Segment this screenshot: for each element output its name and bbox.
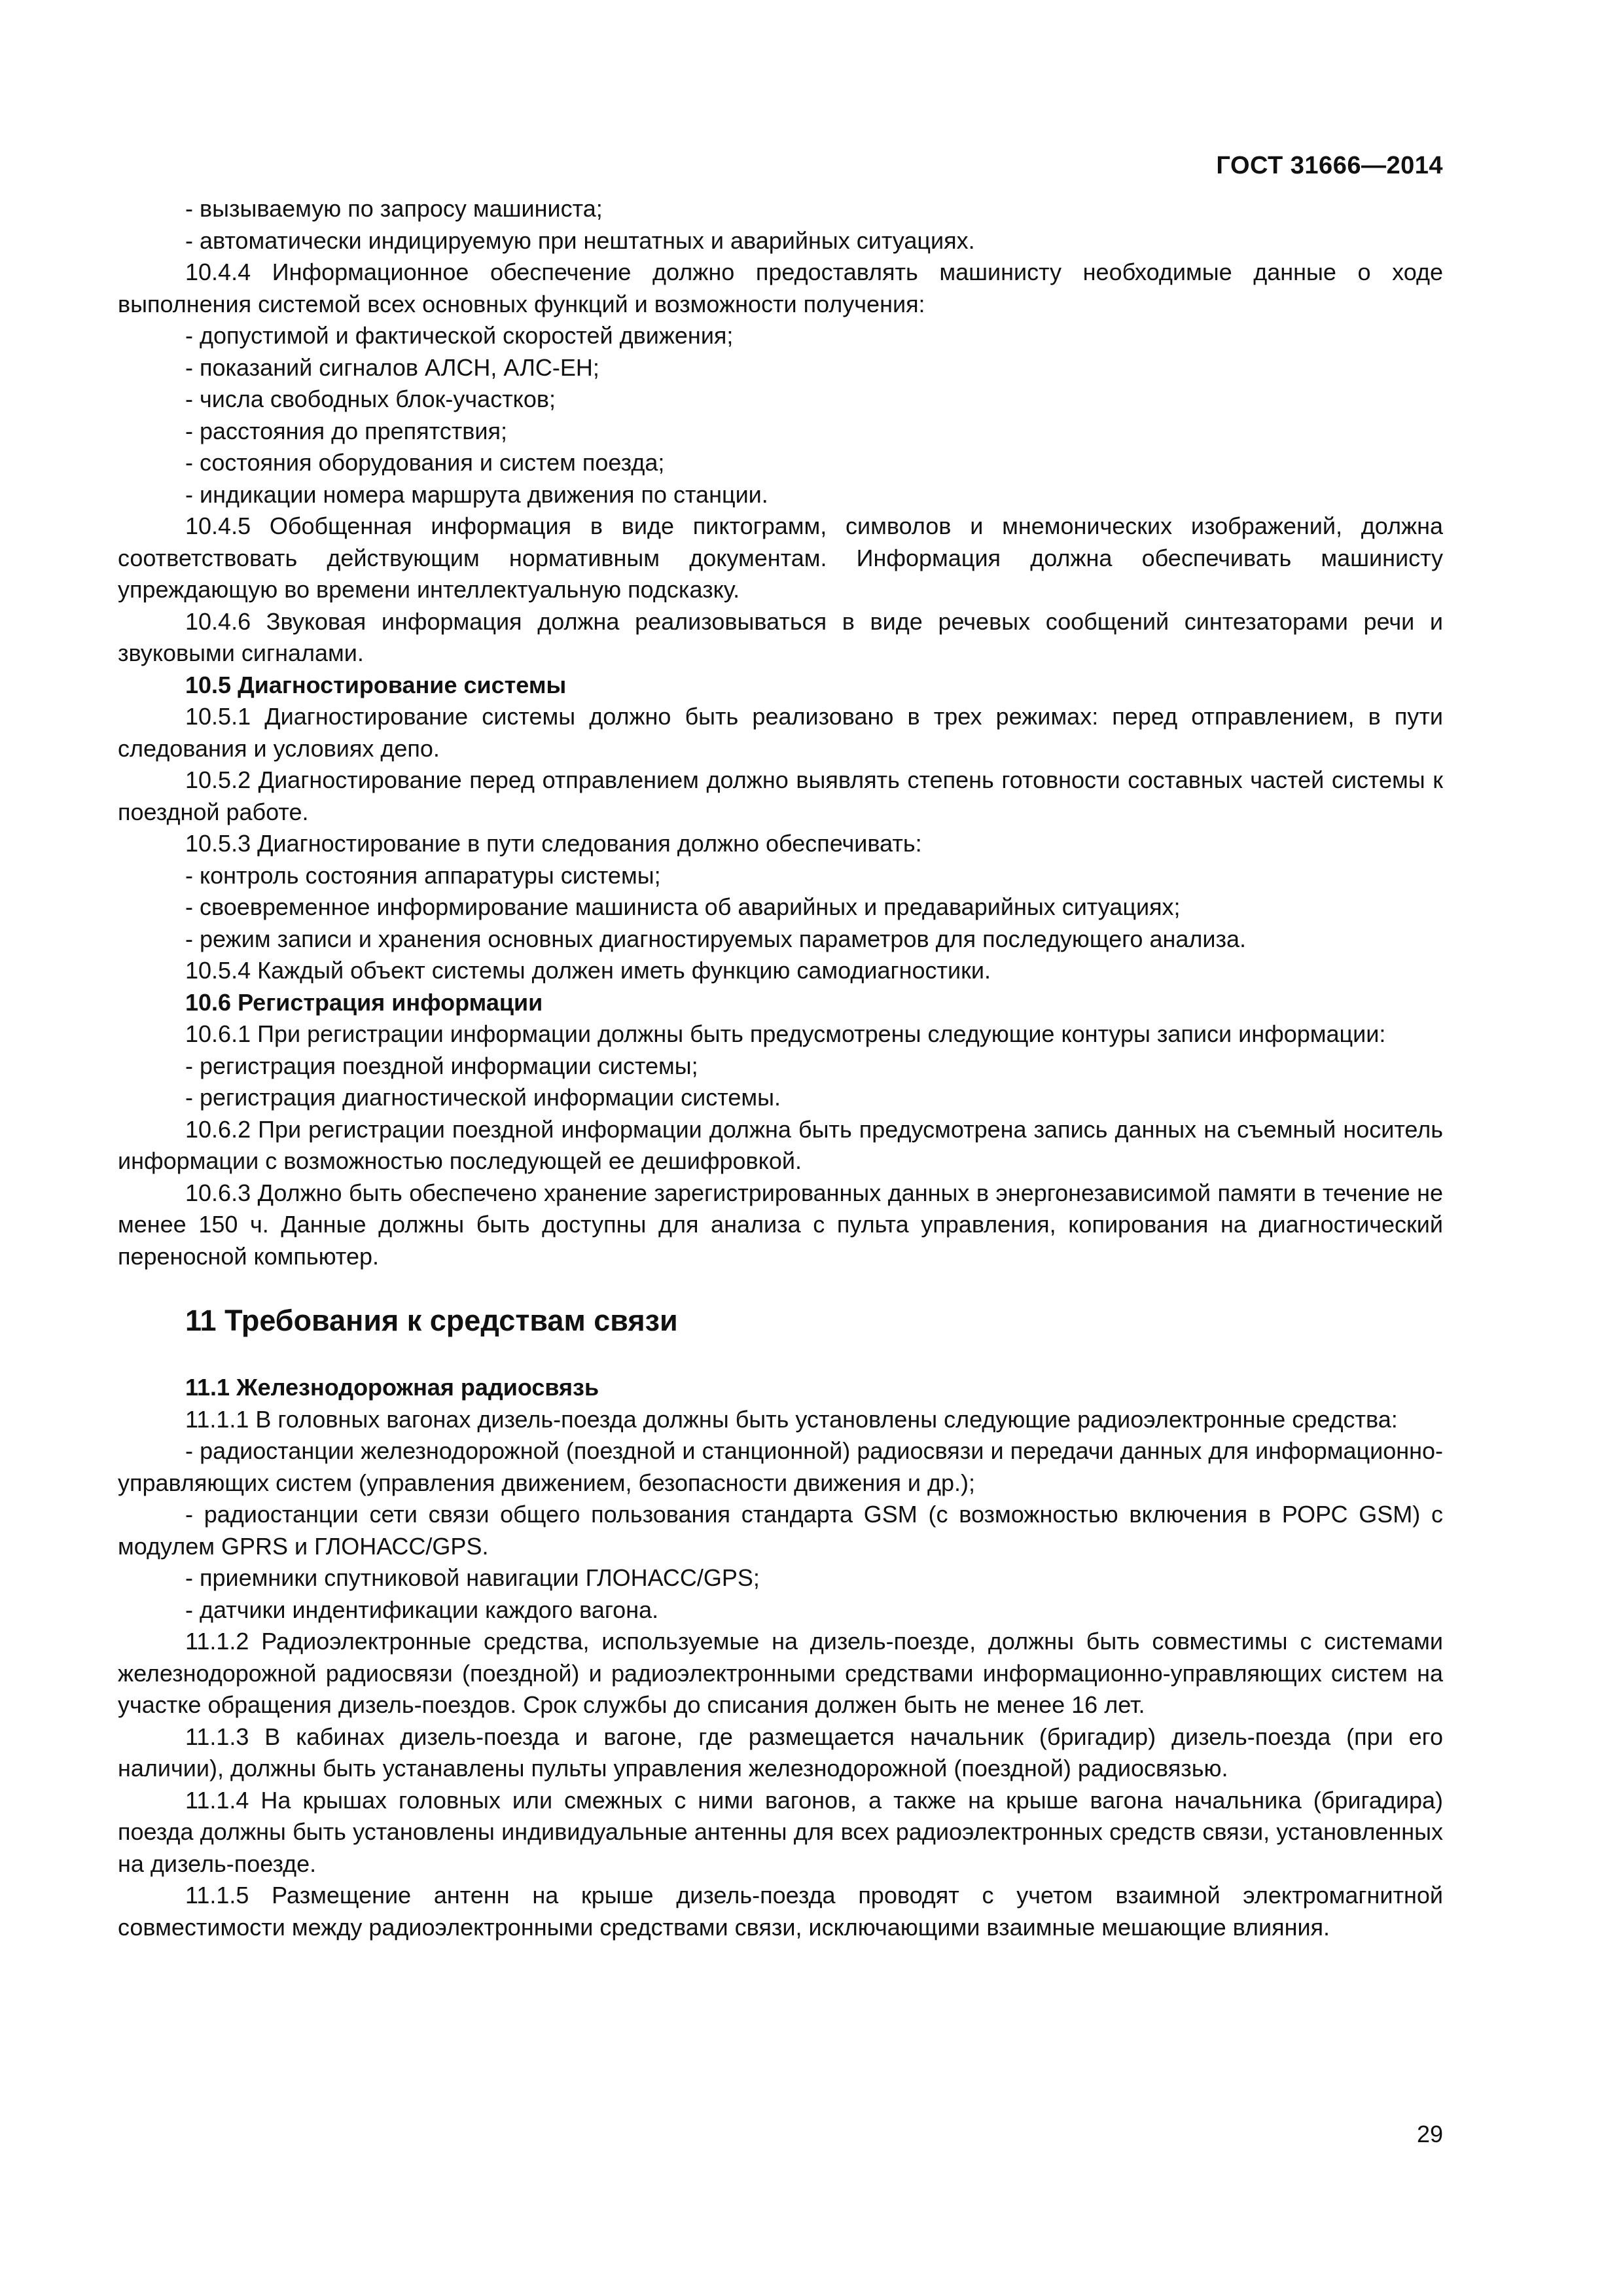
- paragraph: 10.6.3 Должно быть обеспечено хранение зарегистрированных данных в энергонезависимой памяти в течение не менее 150 ч. Данные должны быть доступны для анализа с пульта управления, копирования на диагностический переносной компьютер.: [118, 1179, 1443, 1270]
- subsection-heading: 10.6 Регистрация информации: [185, 988, 543, 1016]
- standard-code-header: ГОСТ 31666—2014: [1216, 152, 1443, 179]
- paragraph: - радиостанции сети связи общего пользования стандарта GSM (с возможностью включения в РОРС GSM) с модулем GPRS и ГЛОНАСС/GPS.: [118, 1501, 1443, 1560]
- paragraph: 11.1.3 В кабинах дизель-поезда и вагоне, где размещается начальник (бригадир) дизель-поезда (при его наличии), должны быть устанавлены пульты управления железнодорожной (поездной) радиосвязью.: [118, 1723, 1443, 1782]
- paragraph: 11.1.4 На крышах головных или смежных с ними вагонов, а также на крыше вагона начальника (бригадира) поезда должны быть установлены индивидуальные антенны для всех радиоэлектронных средств связи, установленных на дизель-поезде.: [118, 1786, 1443, 1877]
- list-item: - допустимой и фактической скоростей движения;: [185, 322, 734, 349]
- list-item: - своевременное информирование машиниста об аварийных и предаварийных ситуациях;: [185, 893, 1181, 920]
- section-heading: 11 Требования к средствам связи: [185, 1304, 678, 1337]
- paragraph: 10.6.2 При регистрации поездной информации должна быть предусмотрена запись данных на съемный носитель информации с возможностью последующей ее дешифровкой.: [118, 1115, 1443, 1174]
- list-item: - датчики индентификации каждого вагона.: [185, 1596, 659, 1623]
- page-number: 29: [1416, 2121, 1443, 2147]
- list-item: - показаний сигналов АЛСН, АЛС-ЕН;: [185, 353, 599, 381]
- paragraph: 10.6.1 При регистрации информации должны быть предусмотрены следующие контуры записи информации:: [185, 1020, 1386, 1047]
- list-item: - контроль состояния аппаратуры системы;: [185, 861, 661, 889]
- paragraph: 11.1.1 В головных вагонах дизель-поезда должны быть установлены следующие радиоэлектронные средства:: [185, 1405, 1398, 1433]
- paragraph: 11.1.5 Размещение антенн на крыше дизель-поезда проводят с учетом взаимной электромагнитной совместимости между радиоэлектронными средствами связи, исключающими взаимные мешающие влияния.: [118, 1882, 1443, 1941]
- paragraph: 10.5.3 Диагностирование в пути следования должно обеспечивать:: [185, 830, 922, 857]
- list-item: - приемники спутниковой навигации ГЛОНАСС/GPS;: [185, 1564, 760, 1591]
- subsection-heading: 10.5 Диагностирование системы: [185, 671, 567, 698]
- paragraph: - радиостанции железнодорожной (поездной и станционной) радиосвязи и передачи данных для информационно-управляющих систем (управления движением, безопасности движения и др.);: [118, 1437, 1443, 1496]
- subsection-heading: 11.1 Железнодорожная радиосвязь: [185, 1374, 599, 1401]
- paragraph: 10.5.1 Диагностирование системы должно быть реализовано в трех режимах: перед отправлением, в пути следования и условиях депо.: [118, 703, 1443, 762]
- list-item: - режим записи и хранения основных диагностируемых параметров для последующего анализа.: [185, 925, 1247, 952]
- document-body: [118, 193, 1443, 1943]
- list-item: - регистрация поездной информации системы;: [185, 1052, 698, 1079]
- list-item: - регистрация диагностической информации системы.: [185, 1084, 781, 1111]
- list-item: - вызываемую по запросу машиниста;: [185, 195, 603, 222]
- paragraph: 10.5.4 Каждый объект системы должен иметь функцию самодиагностики.: [185, 957, 991, 984]
- list-item: - автоматически индицируемую при нештатных и аварийных ситуациях.: [185, 226, 975, 254]
- paragraph: 10.4.6 Звуковая информация должна реализовываться в виде речевых сообщений синтезаторами речи и звуковыми сигналами.: [118, 607, 1443, 666]
- paragraph: 10.5.2 Диагностирование перед отправлением должно выявлять степень готовности составных частей системы к поездной работе.: [118, 766, 1443, 825]
- list-item: - числа свободных блок-участков;: [185, 386, 556, 412]
- paragraph: 10.4.5 Обобщенная информация в виде пиктограмм, символов и мнемонических изображений, должна соответствовать действующим нормативным документам. Информация должна обеспечивать машинисту упреждающую во времени интеллектуальную подсказку.: [118, 512, 1443, 603]
- list-item: - состояния оборудования и систем поезда;: [185, 449, 665, 476]
- paragraph: 10.4.4 Информационное обеспечение должно предоставлять машинисту необходимые данные о ходе выполнения системой всех основных функций и возможности получения:: [118, 259, 1443, 317]
- paragraph: 11.1.2 Радиоэлектронные средства, используемые на дизель-поезде, должны быть совместимы с системами железнодорожной радиосвязи (поездной) и радиоэлектронными средствами информационно-управляющих систем на участке обращения дизель-поездов. Срок службы до списания должен быть не менее 16 лет.: [118, 1628, 1443, 1718]
- list-item: - расстояния до препятствия;: [185, 417, 507, 444]
- list-item: - индикации номера маршрута движения по станции.: [185, 480, 768, 508]
